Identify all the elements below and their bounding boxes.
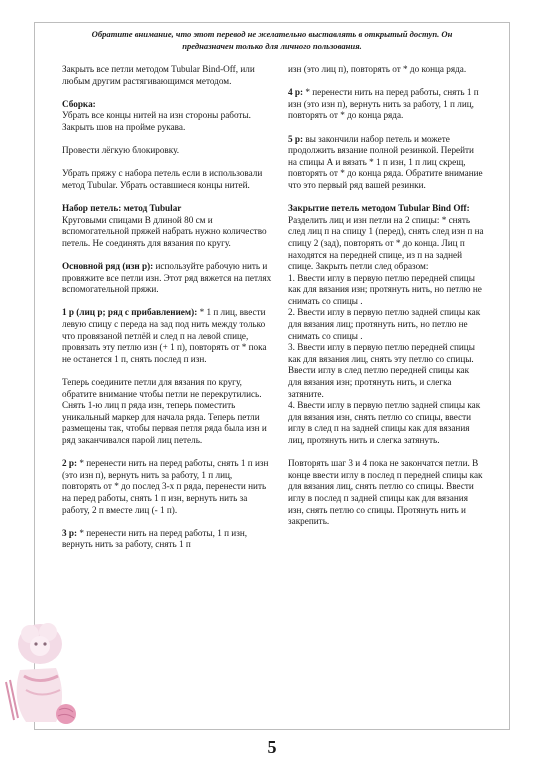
row5-heading: 5 р: [288,133,304,144]
row3-continuation: изн (это лиц п), повторять от * до конца ряда. [288,64,467,74]
blocking-text: Провести лёгкую блокировку. [62,145,180,156]
assembly-section [62,99,272,134]
row5-section [288,134,484,192]
repeat-steps-text: Повторять шаг 3 и 4 пока не закончатся петли. В конце ввести иглу в послед п передней спицы как для вязания лиц, снять петлю со спицы. Ввести иглу в послед п задней спицы как для вязания изн, снять петлю со спицы. Протянуть нить и закрепить. [288,458,483,527]
bindoff-section [288,203,484,273]
notice-line-2: предназначен только для личного пользования. [182,41,362,51]
row3-heading: 3 р: [62,527,78,538]
assembly-text: Убрать все концы нитей на изн стороны работы. Закрыть шов на пройме рукава. [62,110,251,132]
main-row-heading: Основной ряд (изн р): [62,261,154,272]
caston-heading: Набор петель: метод Tubular [62,203,182,214]
row1-heading: 1 р (лиц р; ряд с прибавлением): [62,307,198,318]
row1-text: * 1 п лиц, ввести левую спицу с переда на зад под нить между только что провязаной петлёй и след п на левой спице, провязать эту петлю изн (+ 1 п), повторять от * пока не останется 1 п, снять послед п изн. [62,307,267,364]
row5-text: вы закончили набор петель и можете продолжить вязание полной резинкой. Перейти на спицы А и вязать * 1 п изн, 1 п лиц скрещ, повторять от * до конца ряда. Обратите внимание что это первый ряд вашей резинки. [288,133,483,190]
row4-section [288,87,484,122]
row4-heading: 4 р: [288,87,304,98]
caston-section [62,203,272,249]
main-row-section [62,261,272,296]
privacy-notice [40,28,504,52]
assembly-heading: Сборка: [62,98,96,109]
row4-text: * перенести нить на перед работы, снять 1 п изн (это изн п), вернуть нить за работу, 1 п лиц, повторять от * до конца ряда. [288,87,479,121]
row2-text: * перенести нить на перед работы, снять 1 п изн (это изн п), вернуть нить за работу, 1 п лиц, повторять от * до послед 3-х п ряда, перенести нить на перед работы, снять 1 п изн, вернуть нить за работу, 2 п вместе лиц (- 1 п). [62,458,269,515]
bindoff-heading: Закрытие петель методом Tubular Bind Off: [288,203,470,214]
row3-section [62,528,272,551]
row2-section [62,458,272,516]
page-number: 5 [267,737,277,757]
row3-text: * перенести нить на перед работы, 1 п изн, вернуть нить за работу, снять 1 п [62,527,248,550]
bindoff-step-4: 4. Ввести иглу в первую петлю задней спицы как для вязания изн, снять петлю со спицы, ввести иглу в след п на задней спицы как для вязания лиц, протянуть нить и слегка затянуть. [288,400,481,445]
row1-section [62,307,272,365]
sheep-illustration [4,610,82,730]
left-column [62,64,272,563]
notice-line-1: Обратите внимание, что этот перевод не желательно выставлять в открытый доступ. Он [91,29,453,39]
join-round-text: Теперь соедините петли для вязания по кругу, обратите внимание чтобы петли не перекрутились. Снять 1-ю лиц п ряда изн, теперь поместить уникальный маркер для начала ряда. Теперь петли размещены так, чтобы первая петля ряда была изн и ряд заканчивался парой лиц петель. [62,377,267,445]
main-row-text: используйте рабочую нить и провяжите все петли изн. Этот ряд вяжется на петлях вспомогательной пряжи. [62,261,272,295]
remove-yarn-text: Убрать пряжу с набора петель если в использовали метод Tubular. Убрать оставшиеся концы нитей. [62,168,263,190]
bindoff-intro: Закрыть все петли методом Tubular Bind-Off, или любым другим растягивающимся методом. [62,64,255,86]
caston-text: Круговыми спицами В длиной 80 см и вспомогательной пряжей набрать нужно количество петель. Не соединять для вязания по кругу. [62,214,267,248]
bindoff-step-2: 2. Ввести иглу в первую петлю задней спицы как для вязания лиц; протянуть нить, но петлю не снимать со спицы . [288,307,481,341]
right-column [288,64,484,539]
bindoff-step-1: 1. Ввести иглу в первую петлю передней спицы как для вязания изн; протянуть нить, но петлю не снимать со спицы . [288,272,482,306]
bindoff-step-3: 3. Ввести иглу в первую петлю передней спицы как для вязания лиц, снять эту петлю со спицы. Ввести иглу в след петлю передней спицы как для вязания изн; протянуть нить, и слегка затяните. [288,342,475,399]
row2-heading: 2 р: [62,458,78,469]
bindoff-text: Разделить лиц и изн петли на 2 спицы: * снять след лиц п на спицу 1 (перед), снять след изн п на спицу 2 (зад), повторять от * до конца. Лиц п находятся на передней спице, из п на задней спице. Закрыть петли след образом: [288,214,484,272]
